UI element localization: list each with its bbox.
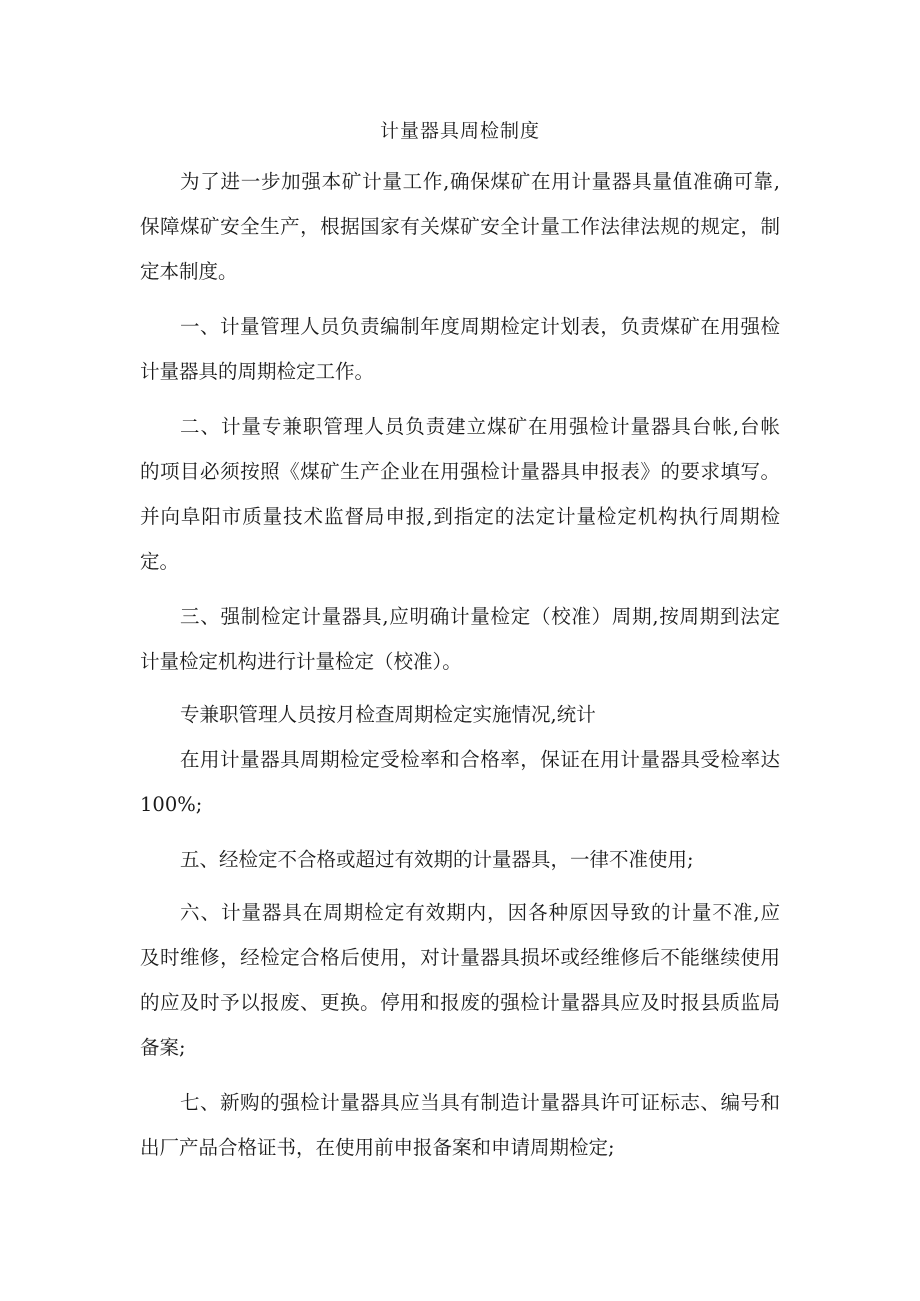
- paragraph-line: 备案;: [140, 1036, 186, 1059]
- paragraph-line: 的应及时予以报废、更换。停用和报废的强检计量器具应及时报县质监局: [140, 991, 780, 1014]
- paragraph-line: 计量检定机构进行计量检定（校准）。: [140, 650, 462, 673]
- paragraph-line: 一、计量管理人员负责编制年度周期检定计划表，负责煤矿在用强检: [180, 315, 780, 338]
- paragraph-line: 五、经检定不合格或超过有效期的计量器具，一律不准使用;: [180, 848, 694, 871]
- paragraph-line: 为了进一步加强本矿计量工作,确保煤矿在用计量器具量值准确可靠,: [180, 170, 780, 193]
- paragraph-line: 及时维修，经检定合格后使用，对计量器具损坏或经维修后不能继续使用: [140, 946, 780, 969]
- paragraph-line: 的项目必须按照《煤矿生产企业在用强检计量器具申报表》的要求填写。: [140, 460, 780, 483]
- paragraph-line: 并向阜阳市质量技术监督局申报,到指定的法定计量检定机构执行周期检: [140, 505, 780, 528]
- paragraph-line: 三、强制检定计量器具,应明确计量检定（校准）周期,按周期到法定: [180, 605, 780, 628]
- document-title: 计量器具周检制度: [379, 120, 540, 142]
- paragraph-line: 100%;: [140, 793, 203, 816]
- paragraph-line: 保障煤矿安全生产，根据国家有关煤矿安全计量工作法律法规的规定，制: [140, 215, 780, 238]
- paragraph-line: 出厂产品合格证书，在使用前申报备案和申请周期检定;: [140, 1136, 615, 1159]
- paragraph-line: 二、计量专兼职管理人员负责建立煤矿在用强检计量器具台帐,台帐: [180, 415, 780, 438]
- paragraph-line: 六、计量器具在周期检定有效期内，因各种原因导致的计量不准,应: [180, 901, 780, 924]
- paragraph-line: 计量器具的周期检定工作。: [140, 360, 375, 383]
- paragraph-line: 专兼职管理人员按月检查周期检定实施情况,统计: [180, 703, 596, 726]
- paragraph-line: 在用计量器具周期检定受检率和合格率，保证在用计量器具受检率达: [180, 748, 780, 771]
- paragraph-line: 定本制度。: [140, 260, 238, 283]
- paragraph-line: 七、新购的强检计量器具应当具有制造计量器具许可证标志、编号和: [180, 1091, 780, 1114]
- paragraph-line: 定。: [140, 550, 180, 573]
